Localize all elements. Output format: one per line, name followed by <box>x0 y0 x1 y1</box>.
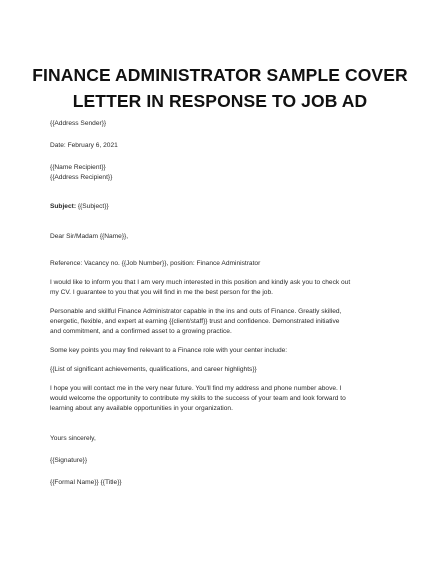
paragraph-line: and commitment, and a confirmed asset to a growing practice. <box>50 328 232 335</box>
subject-label: Subject: <box>50 203 77 210</box>
document-title <box>0 62 440 114</box>
title-line-1: FINANCE ADMINISTRATOR SAMPLE COVER <box>32 65 408 85</box>
subject-value: {{Subject}} <box>76 203 109 210</box>
paragraph-line: would welcome the opportunity to contribute my skills to the success of your team and look forward to <box>50 395 346 402</box>
paragraph-line: my CV. I guarantee to you that you will find in me the best person for the job. <box>50 289 273 296</box>
paragraph-line: energetic, flexible, and expert at earning {{client/staff}} trust and confidence. Demonstrated initiative <box>50 318 340 325</box>
name-recipient: {{Name Recipient}} <box>50 164 106 171</box>
paragraph-line: learning about any available opportunities in your organization. <box>50 405 233 412</box>
paragraph-line: I hope you will contact me in the very near future. You'll find my address and phone number above. I <box>50 385 342 392</box>
paragraph-line: I would like to inform you that I am very much interested in this position and kindly ask you to check out <box>50 279 351 286</box>
address-recipient: {{Address Recipient}} <box>50 174 113 181</box>
paragraph-line: Personable and skillful Finance Administrator capable in the ins and outs of Finance. Greatly skilled, <box>50 308 342 315</box>
reference-line: Reference: Vacancy no. {{Job Number}}, position: Finance Administrator <box>50 260 261 267</box>
paragraph-key-points: Some key points you may find relevant to a Finance role with your center include: <box>50 347 288 354</box>
signature-placeholder: {{Signature}} <box>50 457 88 464</box>
paragraph-profile <box>50 307 430 337</box>
subject-line <box>50 202 430 212</box>
formal-name-placeholder: {{Formal Name}} {{Title}} <box>50 479 122 486</box>
paragraph-closing <box>50 384 430 414</box>
closing-line: Yours sincerely, <box>50 435 96 442</box>
title-line-2: LETTER IN RESPONSE TO JOB AD <box>72 91 368 111</box>
highlights-placeholder: {{List of significant achievements, qualifications, and career highlights}} <box>50 366 257 373</box>
paragraph-interest <box>50 278 430 298</box>
date-line: Date: February 6, 2021 <box>50 142 118 149</box>
salutation: Dear Sir/Madam {{Name}}, <box>50 233 129 240</box>
letter-body <box>50 119 430 488</box>
address-sender: {{Address Sender}} <box>50 120 107 127</box>
